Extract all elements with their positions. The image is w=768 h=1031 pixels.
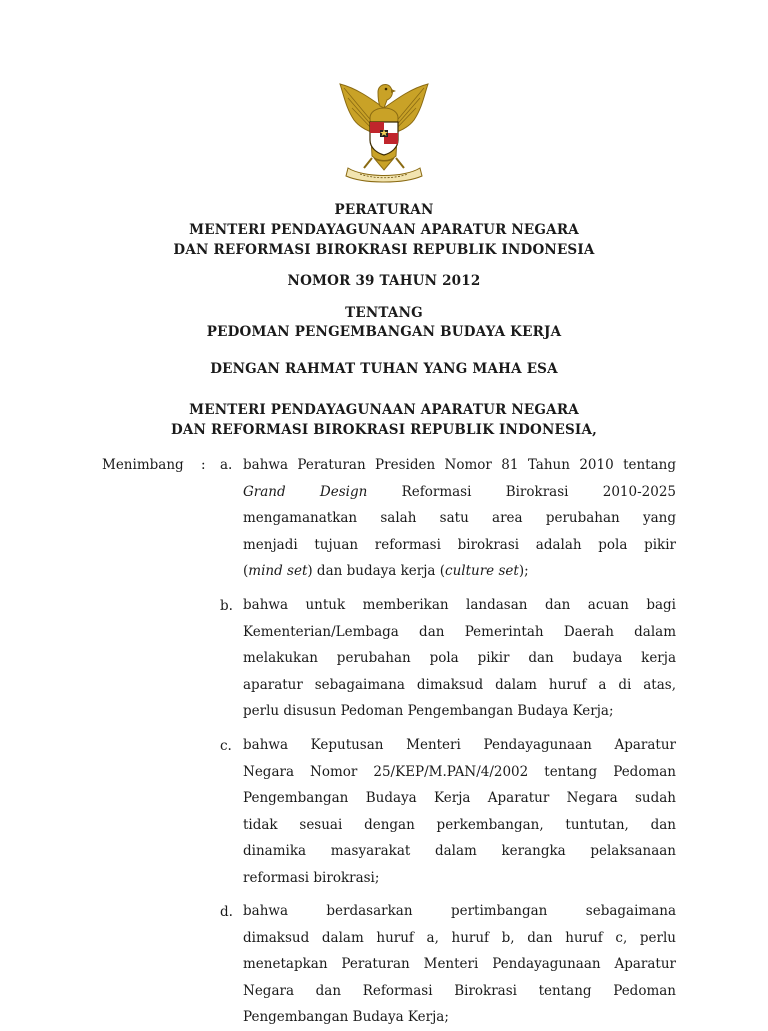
invocation-line: DENGAN RAHMAT TUHAN YANG MAHA ESA: [210, 361, 558, 377]
paragraph-line: Kementerian/Lembaga dan Pemerintah Daerah dalam: [243, 623, 676, 640]
item-text-d: [243, 898, 676, 1031]
paragraph-line: aparatur sebagaimana dimaksud dalam huruf a di atas,: [243, 676, 676, 693]
italic-phrase: mind set: [248, 563, 308, 580]
minister-name-line2: DAN REFORMASI BIROKRASI REPUBLIK INDONESIA,: [170, 422, 598, 438]
item-letter-a: a.: [220, 457, 233, 473]
paragraph-line: tidak sesuai dengan perkembangan, tuntutan, dan: [243, 816, 676, 833]
paragraph-line: Negara Nomor 25/KEP/M.PAN/4/2002 tentang Pedoman: [243, 763, 676, 780]
paragraph-line: Negara dan Reformasi Birokrasi tentang Pedoman: [243, 982, 676, 999]
paragraph-line: reformasi birokrasi;: [243, 869, 380, 886]
paragraph-line: perlu disusun Pedoman Pengembangan Budaya Kerja;: [243, 703, 614, 720]
minister-title-line2: DAN REFORMASI BIROKRASI REPUBLIK INDONESIA: [173, 242, 595, 258]
paragraph-line: (mind set) dan budaya kerja (culture set);: [243, 563, 529, 580]
item-letter-b: b.: [220, 598, 233, 614]
regulation-number: NOMOR 39 TAHUN 2012: [287, 273, 481, 289]
about-label: TENTANG: [345, 305, 423, 321]
italic-phrase: culture set: [445, 563, 519, 580]
paragraph-line: menjadi tujuan reformasi birokrasi adalah pola pikir: [243, 536, 676, 553]
paragraph-line: bahwa Peraturan Presiden Nomor 81 Tahun 2010 tentang: [243, 457, 676, 473]
paragraph-line: menetapkan Peraturan Menteri Pendayagunaan Aparatur: [243, 956, 676, 973]
paragraph-line: melakukan perubahan pola pikir dan budaya kerja: [243, 650, 676, 667]
paragraph-line: dinamika masyarakat dalam kerangka pelaksanaan: [243, 843, 676, 860]
item-text-b: [243, 592, 676, 725]
paragraph-line: bahwa Keputusan Menteri Pendayagunaan Aparatur: [243, 737, 676, 753]
garuda-pancasila-emblem: [334, 78, 434, 186]
paragraph-line: dimaksud dalam huruf a, huruf b, dan huruf c, perlu: [243, 929, 676, 946]
minister-title-line1: MENTERI PENDAYAGUNAAN APARATUR NEGARA: [189, 222, 579, 238]
paragraph-line: Pengembangan Budaya Kerja;: [243, 1009, 449, 1026]
paragraph-line: Grand Design Reformasi Birokrasi 2010-2025: [243, 483, 676, 500]
italic-phrase: Grand Design: [243, 483, 368, 500]
minister-name-line1: MENTERI PENDAYAGUNAAN APARATUR NEGARA: [189, 402, 579, 418]
paragraph-line: bahwa berdasarkan pertimbangan sebagaimana: [243, 903, 676, 919]
item-text-a: [243, 452, 676, 585]
paragraph-line: bahwa untuk memberikan landasan dan acuan bagi: [243, 597, 676, 613]
item-letter-d: d.: [220, 904, 233, 920]
item-letter-c: c.: [220, 738, 232, 754]
item-text-c: [243, 732, 676, 892]
menimbang-colon: :: [201, 457, 206, 473]
paragraph-line: Pengembangan Budaya Kerja Aparatur Negara sudah: [243, 790, 676, 807]
regulation-heading: PERATURAN: [334, 202, 434, 218]
paragraph-line: mengamanatkan salah satu area perubahan yang: [243, 510, 676, 527]
menimbang-label: Menimbang: [102, 457, 184, 473]
regulation-subject: PEDOMAN PENGEMBANGAN BUDAYA KERJA: [206, 324, 562, 340]
